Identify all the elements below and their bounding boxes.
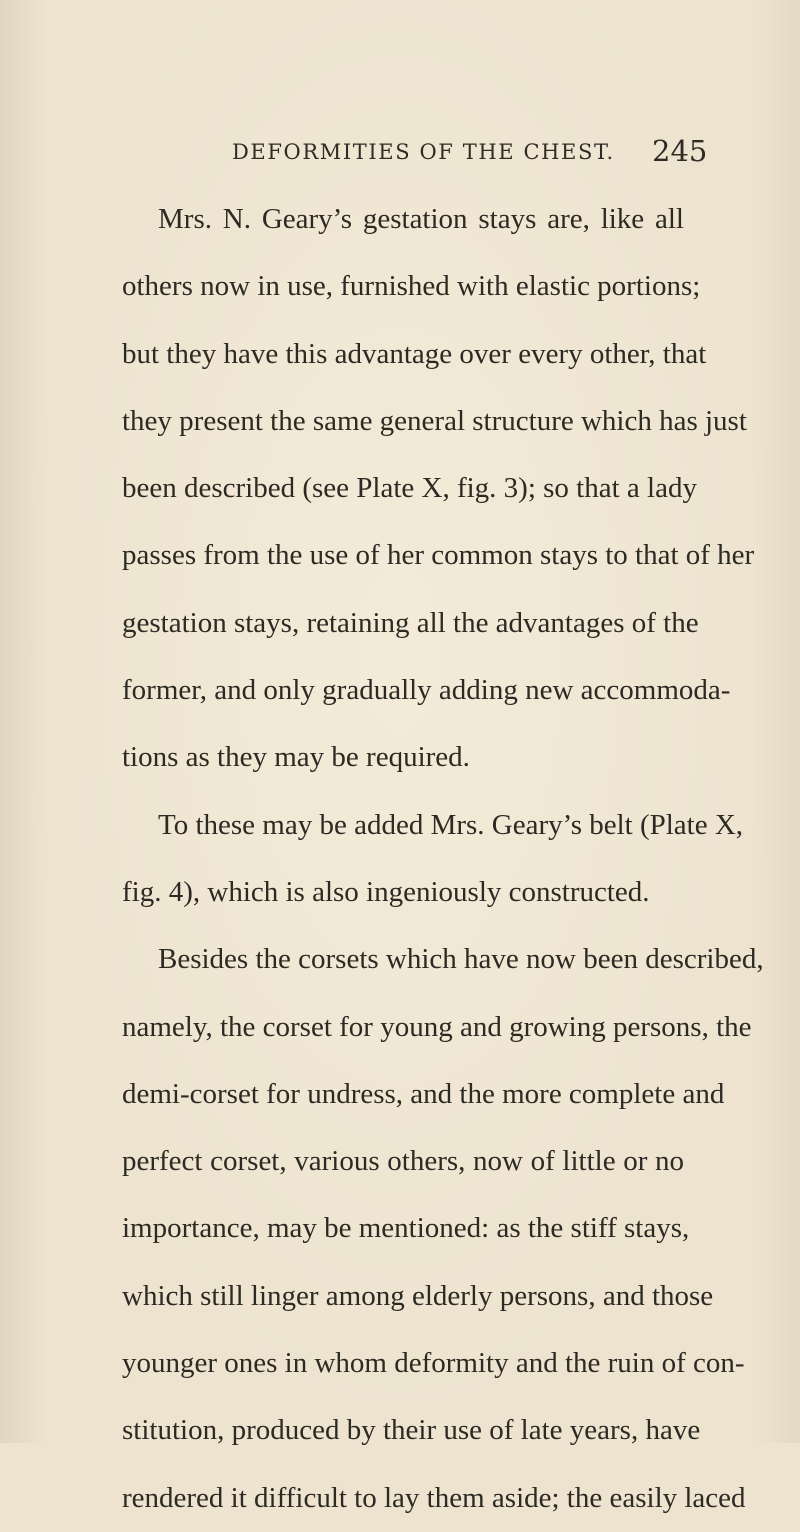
running-title: DEFORMITIES OF THE CHEST.	[232, 140, 615, 164]
text-line: perfect corset, various others, now of little or no	[122, 1145, 684, 1178]
text-line: namely, the corset for young and growing persons, the	[122, 1010, 752, 1043]
text-line: others now in use, furnished with elastic portions;	[122, 270, 701, 303]
text-line: which still linger among elderly persons, and those	[122, 1279, 714, 1312]
text-line: demi-corset for undress, and the more complete and	[122, 1077, 725, 1110]
text-line: gestation stays, retaining all the advantages of the	[122, 606, 699, 639]
text-line: tions as they may be required.	[122, 741, 470, 774]
text-line: importance, may be mentioned: as the stiff stays,	[122, 1212, 690, 1245]
text-line: Mrs. N. Geary’s gestation stays are, like all	[158, 203, 684, 235]
text-line: they present the same general structure which has just	[122, 404, 747, 437]
text-line: been described (see Plate X, fig. 3); so that a lady	[122, 472, 697, 505]
text-line: To these may be added Mrs. Geary’s belt (Plate X,	[158, 808, 744, 841]
body-text	[122, 186, 764, 1532]
text-line: but they have this advantage over every other, that	[122, 337, 707, 370]
text-line: fig. 4), which is also ingeniously constructed.	[122, 875, 650, 908]
text-line: Besides the corsets which have now been described,	[158, 943, 764, 976]
text-line: passes from the use of her common stays to that of her	[122, 539, 755, 572]
page-number: 245	[652, 134, 708, 168]
text-line: stitution, produced by their use of late years, have	[122, 1414, 701, 1447]
text-line: younger ones in whom deformity and the ruin of con-	[122, 1347, 745, 1380]
text-line: former, and only gradually adding new accommoda-	[122, 674, 731, 707]
text-line: rendered it difficult to lay them aside; the easily laced	[122, 1481, 746, 1514]
running-head	[0, 134, 800, 176]
